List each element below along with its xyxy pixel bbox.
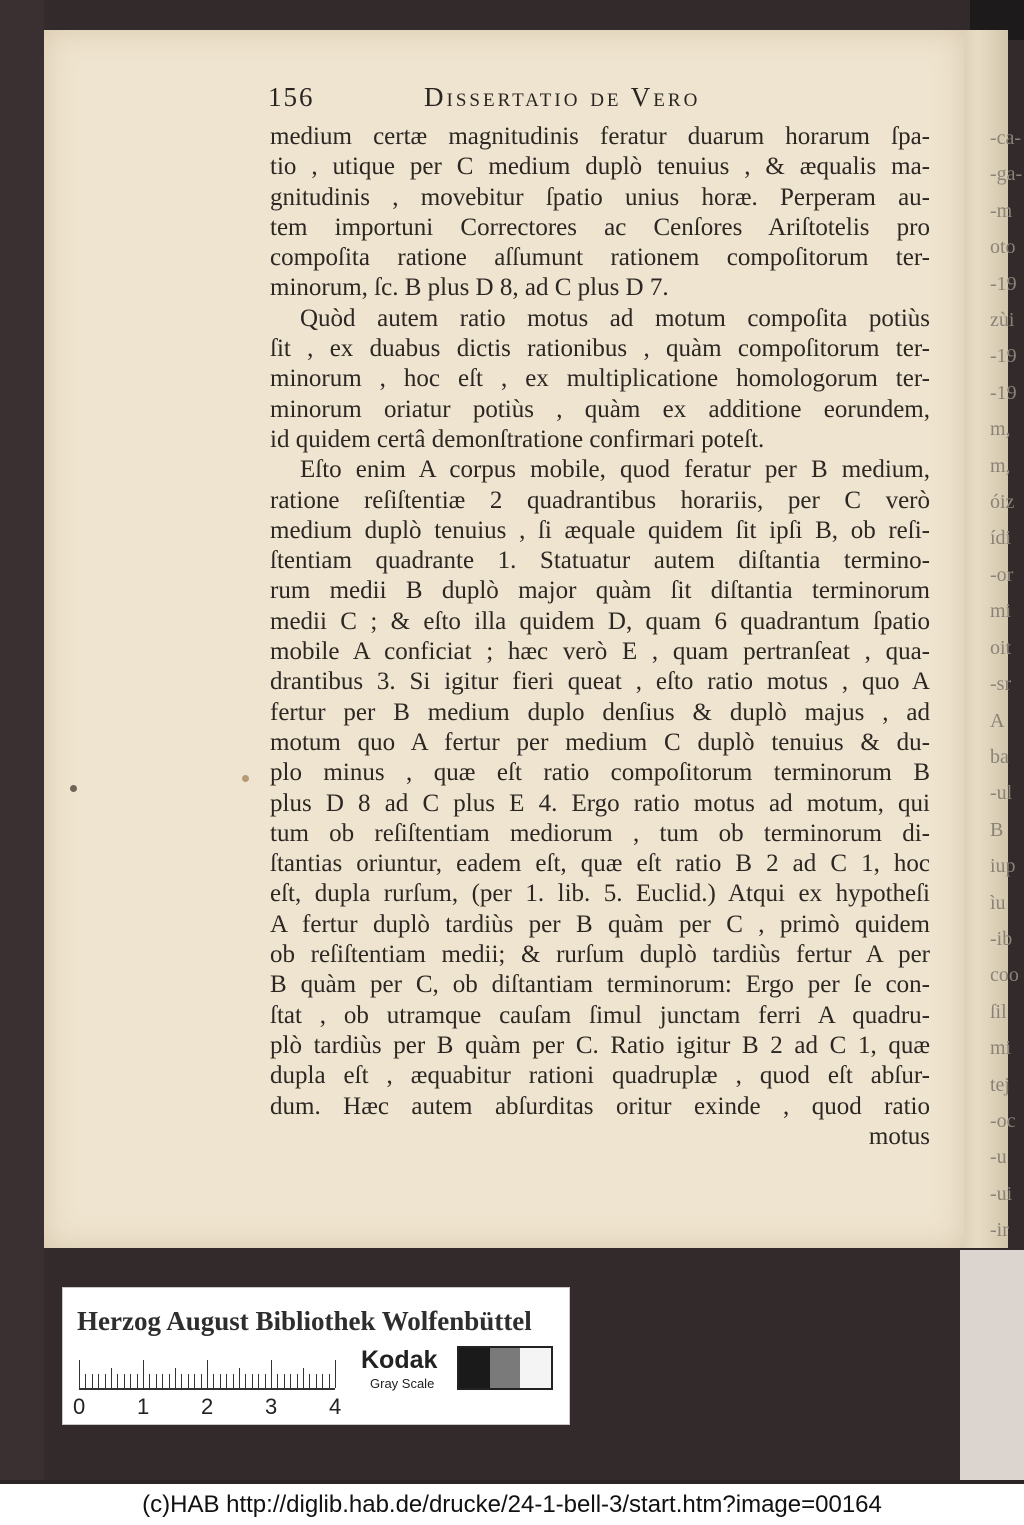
ruler-tick	[105, 1374, 106, 1388]
bleed-fragment: -u	[990, 1146, 1007, 1169]
text-line: tio , utique per C medium duplò tenuius , & æqualis ma-	[270, 153, 930, 181]
ruler-tick	[162, 1374, 163, 1388]
running-title: Dissertatio de Vero	[424, 82, 701, 112]
ruler-tick	[252, 1374, 253, 1388]
bleed-fragment: -19	[990, 345, 1017, 368]
text-line: ſit , ex duabus dictis rationibus , quàm compoſitorum ter-	[270, 335, 930, 363]
bleed-fragment: -or	[990, 563, 1014, 586]
bleed-fragment: óiz	[990, 491, 1015, 514]
color-target-card	[62, 1287, 570, 1425]
bleed-fragment: m,	[990, 418, 1011, 441]
ruler-tick	[130, 1374, 131, 1388]
scale-ruler	[79, 1360, 335, 1390]
ruler-tick	[335, 1360, 336, 1388]
bleed-fragment: oit	[990, 636, 1012, 659]
bleed-fragment: -ga-	[990, 163, 1023, 186]
ruler-tick	[239, 1368, 240, 1388]
bleed-fragment: -ir	[990, 1219, 1009, 1242]
bleed-fragment: A	[990, 709, 1005, 732]
text-line: Quòd autem ratio motus ad motum compoſita potiùs	[300, 304, 930, 332]
bleed-fragment: tej	[990, 1073, 1010, 1096]
text-line: plò tardiùs per B quàm per C. Ratio igitur B 2 ad C 1, quæ	[270, 1031, 930, 1059]
text-line: plus D 8 ad C plus E 4. Ergo ratio motus ad motum, qui	[270, 789, 930, 817]
text-line: A fertur duplò tardiùs per B quàm per C , primò quidem	[270, 910, 930, 938]
bleed-fragment: ìu	[990, 891, 1006, 914]
text-line: minorum , hoc eſt , ex multiplicatione homologorum ter-	[270, 365, 930, 393]
body-text	[270, 122, 930, 1152]
ruler-tick	[111, 1368, 112, 1388]
ruler-tick	[98, 1374, 99, 1388]
ruler-tick	[213, 1374, 214, 1388]
ruler-tick	[284, 1374, 285, 1388]
bleed-fragment: -ib	[990, 927, 1013, 950]
text-line: minorum, ſc. B plus D 8, ad C plus D 7.	[270, 274, 669, 302]
text-line: ratione reſiſtentiæ 2 quadrantibus horariis, per C verò	[270, 486, 930, 514]
bleed-fragment: -19	[990, 381, 1017, 404]
ruler-tick	[85, 1374, 86, 1388]
text-line: ſtentiam quadrante 1. Statuatur autem diſtantia termino-	[270, 547, 930, 575]
text-line: fertur per B medium duplo denſius & duplò majus , ad	[270, 698, 930, 726]
text-line: dupla eſt , æquabitur rationi quadruplæ , quod eſt abſur-	[270, 1062, 930, 1090]
ruler-number: 4	[329, 1394, 342, 1419]
ruler-tick	[156, 1374, 157, 1388]
text-line: motum quo A fertur per medium C duplò tenuius & du-	[270, 728, 930, 756]
bleed-fragment: zùi	[990, 309, 1015, 332]
bleed-fragment: -19	[990, 272, 1017, 295]
text-line: eſt, dupla rurſum, (per 1. lib. 5. Euclid.) Atqui ex hypotheſi	[270, 880, 930, 908]
ruler-tick	[297, 1374, 298, 1388]
ruler-number: 1	[137, 1394, 150, 1419]
bleed-fragment: mi	[990, 600, 1012, 623]
text-line: plo minus , quæ eſt ratio compoſitorum terminorum B	[270, 759, 930, 787]
text-line: tum ob reſiſtentiam mediorum , tum ob terminorum di-	[270, 819, 930, 847]
bleed-fragment: oto	[990, 236, 1016, 259]
bleed-fragment: B	[990, 818, 1004, 841]
ruler-tick	[245, 1374, 246, 1388]
text-line: gnitudinis , movebitur ſpatio unius horæ. Perperam au-	[270, 183, 930, 211]
gray-scale-patches	[457, 1346, 553, 1390]
ruler-tick	[329, 1374, 330, 1388]
bleed-fragment: mi	[990, 1037, 1012, 1060]
footer-credit: (c)HAB http://diglib.hab.de/drucke/24-1-bell-3/start.htm?image=00164	[0, 1484, 1024, 1525]
ruler-tick	[303, 1368, 304, 1388]
ruler-tick	[175, 1368, 176, 1388]
text-line: medii C ; & eſto illa quidem D, quam 6 quadrantum ſpatio	[270, 607, 930, 635]
text-line: Eſto enim A corpus mobile, quod feratur per B medium,	[300, 456, 930, 484]
bleed-fragment: m,	[990, 454, 1011, 477]
ruler-tick	[79, 1360, 80, 1388]
paper-stain	[242, 775, 249, 782]
ruler-tick	[309, 1374, 310, 1388]
ruler-tick	[316, 1374, 317, 1388]
ruler-number: 2	[201, 1394, 214, 1419]
ruler-tick	[124, 1374, 125, 1388]
text-line: mobile A conficiat ; hæc verò E , quam pertranſeat , qua-	[270, 638, 930, 666]
text-line: compoſita ratione aſſumunt rationem compoſitorum ter-	[270, 244, 930, 272]
text-line: ſtat , ob utramque cauſam ſimul junctam ferri A quadru-	[270, 1001, 930, 1029]
ruler-tick	[143, 1360, 144, 1388]
ruler-tick	[201, 1374, 202, 1388]
bleed-fragment: ídi	[990, 527, 1012, 550]
text-line: ob reſiſtentiam medii; & rurſum duplò tardiùs fertur A per	[270, 941, 930, 969]
page-number: 156	[268, 82, 315, 112]
bleed-through-text	[990, 120, 1024, 1242]
ruler-number: 0	[73, 1394, 86, 1419]
ruler-tick	[290, 1374, 291, 1388]
bleed-fragment: coo	[990, 964, 1019, 987]
ruler-tick	[137, 1374, 138, 1388]
left-board	[0, 0, 44, 1480]
ruler-tick	[194, 1374, 195, 1388]
ruler-tick	[258, 1374, 259, 1388]
text-line: tem importuni Correctores ac Cenſores Ariſtotelis pro	[270, 213, 930, 241]
text-line: medium certæ magnitudinis feratur duarum horarum ſpa-	[270, 123, 930, 150]
gray-patch	[490, 1348, 521, 1388]
catchword: motus	[868, 1122, 930, 1150]
text-line: drantibus 3. Si igitur fieri queat , eſto ratio motus , quo A	[270, 668, 930, 696]
text-line: ſtantias oriuntur, eadem eſt, quæ eſt ratio B 2 ad C 1, hoc	[270, 850, 930, 878]
running-head	[268, 82, 788, 118]
gray-patch	[520, 1348, 551, 1388]
ruler-tick	[149, 1374, 150, 1388]
ruler-tick	[322, 1374, 323, 1388]
ruler-number: 3	[265, 1394, 278, 1419]
text-line: rum medii B duplò major quàm ſit diſtantia terminorum	[270, 577, 930, 605]
lower-right-backdrop	[960, 1250, 1024, 1480]
ruler-tick	[233, 1374, 234, 1388]
bleed-fragment: -oc	[990, 1109, 1016, 1132]
ruler-tick	[169, 1374, 170, 1388]
gray-scale-label: Gray Scale	[370, 1376, 435, 1391]
ruler-tick	[277, 1374, 278, 1388]
text-line: minorum oriatur potiùs , quàm ex additione eorundem,	[270, 395, 930, 423]
bleed-fragment: ſil	[990, 1000, 1007, 1023]
ruler-tick	[271, 1360, 272, 1388]
bleed-fragment: -m	[990, 199, 1013, 222]
ruler-tick	[265, 1374, 266, 1388]
bleed-fragment: -ui	[990, 1182, 1013, 1205]
ruler-tick	[117, 1374, 118, 1388]
kodak-logo: Kodak	[361, 1346, 438, 1374]
gray-patch	[459, 1348, 490, 1388]
ruler-tick	[92, 1374, 93, 1388]
ruler-tick	[188, 1374, 189, 1388]
text-line: B quàm per C, ob diſtantiam terminorum: Ergo per ſe con-	[270, 971, 930, 999]
ruler-tick	[207, 1360, 208, 1388]
ruler-tick	[226, 1374, 227, 1388]
bleed-fragment: -ca-	[990, 127, 1022, 149]
bleed-fragment: -ul	[990, 782, 1013, 805]
ruler-tick	[181, 1374, 182, 1388]
board-speck	[70, 785, 77, 792]
text-line: id quidem certâ demonſtratione confirmari poteſt.	[270, 425, 765, 453]
ruler-tick	[220, 1374, 221, 1388]
bleed-fragment: iup	[990, 855, 1016, 878]
text-line: dum. Hæc autem abſurditas oritur exinde , quod ratio	[270, 1092, 930, 1120]
bleed-fragment: ba	[990, 745, 1009, 768]
text-line: medium duplò tenuius , ſi æquale quidem ſit ipſi B, ob reſi-	[270, 516, 930, 544]
library-name: Herzog August Bibliothek Wolfenbüttel	[77, 1306, 532, 1336]
bleed-fragment: -sr	[990, 673, 1012, 696]
